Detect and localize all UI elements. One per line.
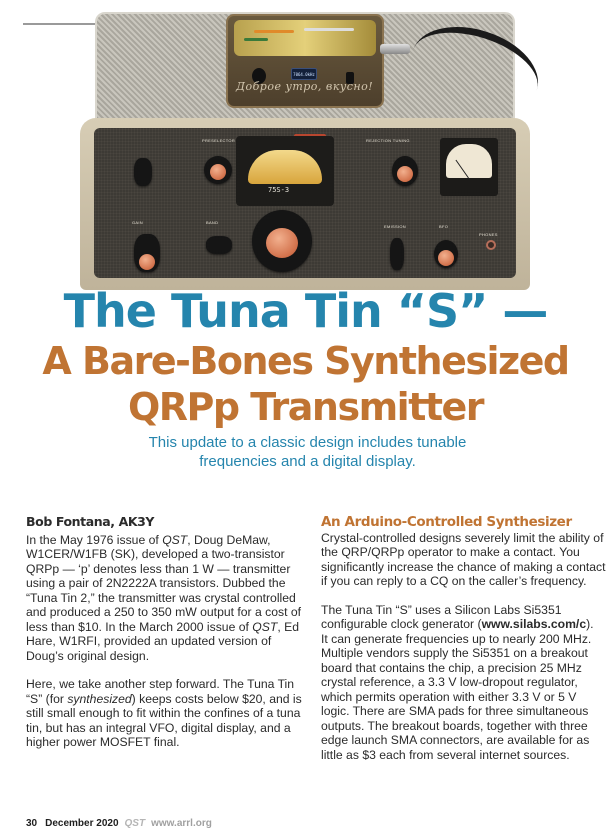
wire-white bbox=[304, 28, 354, 31]
tin-circuit-board bbox=[234, 20, 376, 56]
model-tag: 75S-3 bbox=[268, 186, 290, 194]
section-heading: An Arduino-Controlled Synthesizer bbox=[321, 514, 572, 530]
right-column bbox=[321, 515, 607, 762]
dial-scale bbox=[248, 150, 322, 184]
text-run: Here, we take another step forward. The Tuna Tin “S” (for bbox=[26, 677, 295, 706]
synth-paragraph-3: It can generate frequencies up to nearly 200 MHz. Multiple vendors supply the Si5351 on a breakout board that contains the chip, a precision 25 MHz crystal reference, a 3.3 V low-dropout regulator, which permits operation with either 3.3 V or 5 V logic. There are SMA pads for three simultaneous outputs. The breakout boards, together with three edge launch SMA connectors, are available for as little as $3 each from several internet sources. bbox=[321, 631, 592, 762]
label-bfo: BFO bbox=[439, 224, 449, 229]
silabs-link[interactable]: www.silabs.com/c bbox=[481, 617, 587, 631]
text-run: The Tuna Tin “S” uses a Silicon Labs Si5351 configurable clock generator ( bbox=[321, 602, 562, 631]
headline-line-1: The Tuna Tin “S” — bbox=[63, 284, 548, 338]
selector-knob bbox=[134, 158, 152, 186]
phones-jack bbox=[486, 240, 496, 250]
bnc-connector bbox=[380, 44, 410, 54]
text-run: ) keeps costs below $20, and is still small enough to fit within the confines of a tuna tin, but has an integral VFO, digital display, and a higher power MOSFET final. bbox=[26, 691, 302, 749]
synth-paragraph-1: Crystal-controlled designs severely limit the ability of the QRP/QRPp operator to make a contact. You significantly increase the chance of making a contact if you can reply to a CQ on the caller’s frequency. bbox=[321, 530, 606, 588]
label-band: BAND bbox=[206, 220, 219, 225]
main-tuning-knob bbox=[252, 210, 312, 272]
website-link[interactable]: www.arrl.org bbox=[151, 818, 212, 829]
emphasis-synthesized: synthesized bbox=[67, 691, 132, 706]
wire-orange bbox=[254, 30, 294, 33]
bfo-knob bbox=[434, 240, 458, 268]
second-paragraph bbox=[26, 677, 310, 750]
label-rejection-tuning: REJECTION TUNING bbox=[366, 138, 410, 143]
author-byline: Bob Fontana, AK3Y bbox=[26, 514, 155, 529]
preselector-knob bbox=[204, 156, 232, 184]
page-number: 30 bbox=[26, 818, 38, 829]
label-emission: EMISSION bbox=[384, 224, 406, 229]
magazine-name: QST bbox=[124, 818, 146, 829]
intro-paragraph bbox=[26, 533, 310, 664]
headline-line-3: QRPp Transmitter bbox=[127, 385, 484, 429]
wire-green bbox=[244, 38, 268, 41]
left-column bbox=[26, 515, 310, 764]
label-gain: GAIN bbox=[132, 220, 143, 225]
tuna-tin-transmitter bbox=[226, 14, 384, 108]
magazine-name: QST bbox=[252, 619, 278, 634]
text-run: , Ed Hare, W1RFI, provided an updated version of Doug’s original design. bbox=[26, 619, 300, 663]
band-knob bbox=[206, 236, 232, 254]
oled-display: 7064.0kHz bbox=[291, 68, 317, 80]
page-footer bbox=[26, 818, 212, 829]
receiver-cabinet bbox=[80, 118, 530, 290]
tuning-dial-window bbox=[236, 136, 334, 206]
signal-meter bbox=[440, 138, 498, 196]
hero-photo bbox=[80, 0, 530, 290]
text-run: ). bbox=[586, 617, 594, 631]
meter-face bbox=[446, 144, 492, 178]
text-run: , Doug DeMaw, W1CER/W1FB (SK), developed a two-transistor QRPp — ‘p’ denotes less than 1 W — transmitter using a pair of 2N2222A transistors. Dubbed the “Tuna Tin 2,” the transmitter was crystal controlled and produced a 250 to 350 mW output for a cost of less than $10. In the March 2000 issue of bbox=[26, 532, 302, 634]
magazine-name: QST bbox=[162, 532, 188, 547]
label-phones: PHONES bbox=[479, 232, 498, 237]
label-preselector: PRESELECTOR bbox=[202, 138, 236, 143]
receiver-front-panel bbox=[94, 128, 516, 278]
rejection-tuning-knob bbox=[392, 156, 418, 186]
gain-knob bbox=[134, 234, 160, 272]
deck-subtitle: This update to a classic design includes tunable frequencies and a digital display. bbox=[148, 434, 467, 470]
issue-date: December 2020 bbox=[45, 818, 119, 829]
headline-line-2: A Bare-Bones Synthesized bbox=[42, 339, 569, 383]
text-run: In the May 1976 issue of bbox=[26, 532, 163, 547]
emission-knob bbox=[390, 238, 404, 270]
meter-needle bbox=[455, 160, 468, 179]
tin-lid-script: Доброе утро, вкусно! bbox=[236, 80, 374, 93]
synth-paragraph-2 bbox=[321, 603, 607, 632]
